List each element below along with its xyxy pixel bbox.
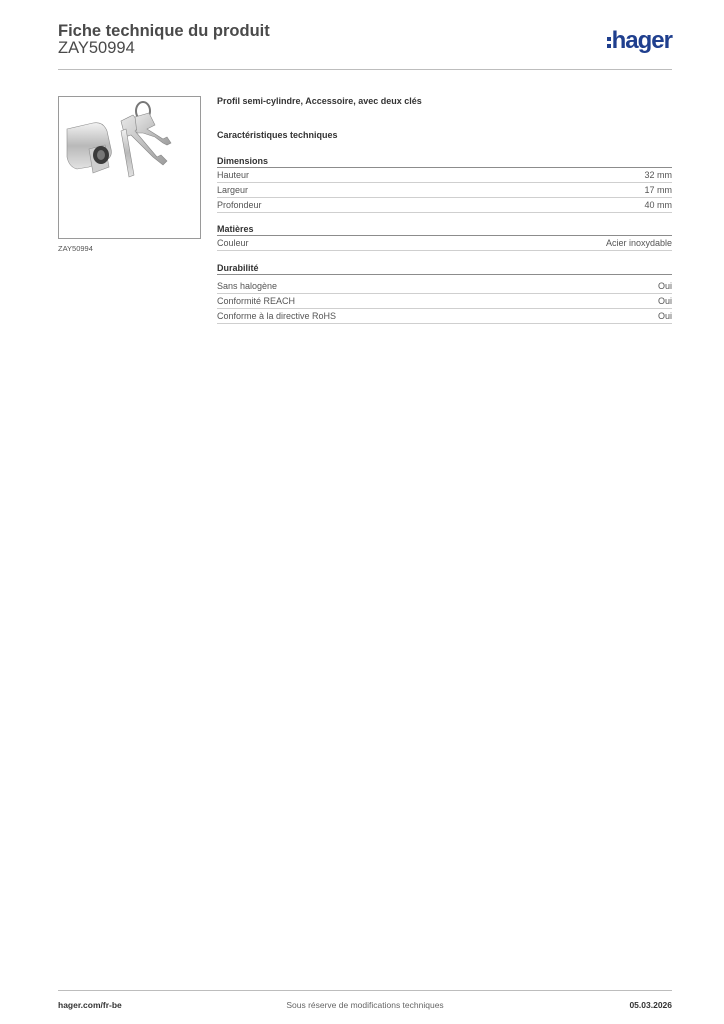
spec-label: Couleur: [217, 238, 249, 248]
spec-label: Conformité REACH: [217, 296, 296, 306]
spec-value: 40 mm: [644, 200, 672, 210]
spec-label: Sans halogène: [217, 281, 278, 291]
spec-value: 32 mm: [644, 170, 672, 180]
group-title-dimensions: Dimensions: [217, 156, 672, 168]
footer-date: 05.03.2026: [629, 1000, 672, 1010]
spec-value: Acier inoxydable: [605, 238, 672, 248]
spec-row: [217, 236, 672, 251]
spec-label: Hauteur: [217, 170, 250, 180]
spec-value: 17 mm: [644, 185, 672, 195]
page-footer: [58, 990, 672, 1014]
image-caption: ZAY50994: [58, 244, 93, 253]
document-title: Fiche technique du produit: [58, 22, 270, 40]
logo-colon-icon: [607, 37, 611, 48]
spec-value: Oui: [657, 311, 672, 321]
spec-value: Oui: [657, 296, 672, 306]
section-title: Caractéristiques techniques: [217, 130, 338, 140]
page-header: [58, 22, 672, 70]
cylinder-with-keys-icon: [59, 97, 200, 238]
spec-label: Profondeur: [217, 200, 262, 210]
spec-row: [217, 309, 672, 324]
spec-label: Conforme à la directive RoHS: [217, 311, 337, 321]
hager-logo: [607, 28, 672, 54]
footer-website-link[interactable]: hager.com/fr-be: [58, 1000, 122, 1010]
spec-label: Largeur: [217, 185, 249, 195]
spec-row: [217, 168, 672, 183]
footer-disclaimer: Sous réserve de modifications techniques: [286, 1000, 444, 1010]
product-reference: ZAY50994: [58, 39, 135, 57]
spec-value: Oui: [657, 281, 672, 291]
specifications: [217, 96, 672, 321]
group-title-materials: Matières: [217, 224, 672, 236]
product-image: [58, 96, 201, 239]
spec-row: [217, 198, 672, 213]
spec-row: [217, 279, 672, 294]
spec-row: [217, 294, 672, 309]
product-description: Profil semi-cylindre, Accessoire, avec deux clés: [217, 96, 422, 106]
logo-wordmark: hager: [611, 27, 672, 54]
group-title-durability: Durabilité: [217, 263, 672, 275]
spec-row: [217, 183, 672, 198]
